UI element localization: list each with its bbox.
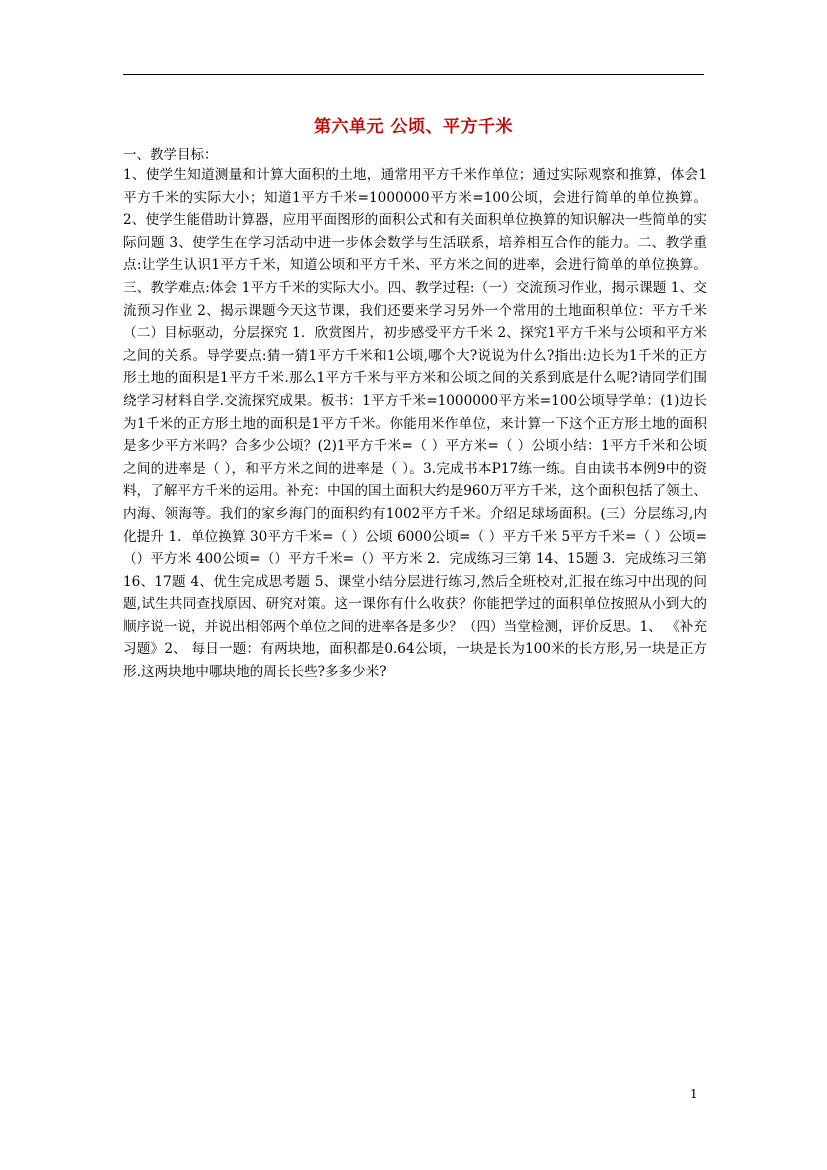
header-rule bbox=[123, 74, 704, 75]
body-paragraph: 1、使学生知道测量和计算大面积的土地，通常用平方千米作单位；通过实际观察和推算，体会1平方千米的实际大小；知道1平方千米=1000000平方米=100公顷，会进行简单的单位换算。2、使学生能借助计算器，应用平面图形的面积公式和有关面积单位换算的知识解决一些简单的实际问题 3、使学生在学习活动中进一步体会数学与生活联系，培养相互合作的能力。二、教学重点:让学生认识1平方千米，知道公顷和平方千米、平方米之间的进率，会进行简单的单位换算。三、教学难点:体会 1平方千米的实际大小。四、教学过程:（一）交流预习作业，揭示课题 1、交流预习作业 2、揭示课题今天这节课，我们还要来学习另外一个常用的土地面积单位：平方千米（二）目标驱动，分层探究 1．欣赏图片，初步感受平方千米 2、探究1平方千米与公顷和平方米之间的关系。导学要点:猜一猜1平方千米和1公顷,哪个大?说说为什么?指出:边长为1千米的正方形土地的面积是1平方千米.那么1平方千米与平方米和公顷之间的关系到底是什么呢?请同学们围绕学习材料自学.交流探究成果。板书：1平方千米=1000000平方米=100公顷导学单：(1)边长为1千米的正方形土地的面积是1平方千米。你能用米作单位，来计算一下这个正方形土地的面积是多少平方米吗？合多少公顷？(2)1平方千米=（ ）平方米=（ ）公顷小结：1平方千米和公顷之间的进率是（ ），和平方米之间的进率是（ ）。3.完成书本P17练一练。自由读书本例9中的资料，了解平方千米的运用。补充：中国的国土面积大约是960万平方千米，这个面积包括了领土、内海、领海等。我们的家乡海门的面积约有1002平方千米。介绍足球场面积。(三）分层练习,内化提升 1．单位换算 30平方千米=（ ）公顷 6000公顷=（ ）平方千米 5平方千米=（ ）公顷=（）平方米 400公顷=（）平方千米=（）平方米 2．完成练习三第 14、15题 3．完成练习三第 16、17题 4、优生完成思考题 5、课堂小结分层进行练习,然后全班校对,汇报在练习中出现的问题,试生共同查找原因、研究对策。这一课你有什么收获？你能把学过的面积单位按照从小到大的顺序说一说，并说出相邻两个单位之间的进率各是多少？（四）当堂检测，评价反思。1、 《补充习题》2、 每日一题：有两块地，面积都是0.64公顷，一块是长为100米的长方形,另一块是正方形.这两块地中哪块地的周长长些?多多少米? bbox=[123, 167, 707, 681]
page-number: 1 bbox=[690, 1087, 698, 1101]
document-title: 第六单元 公顷、平方千米 bbox=[314, 117, 513, 137]
section-label: 一、教学目标： bbox=[123, 147, 218, 163]
